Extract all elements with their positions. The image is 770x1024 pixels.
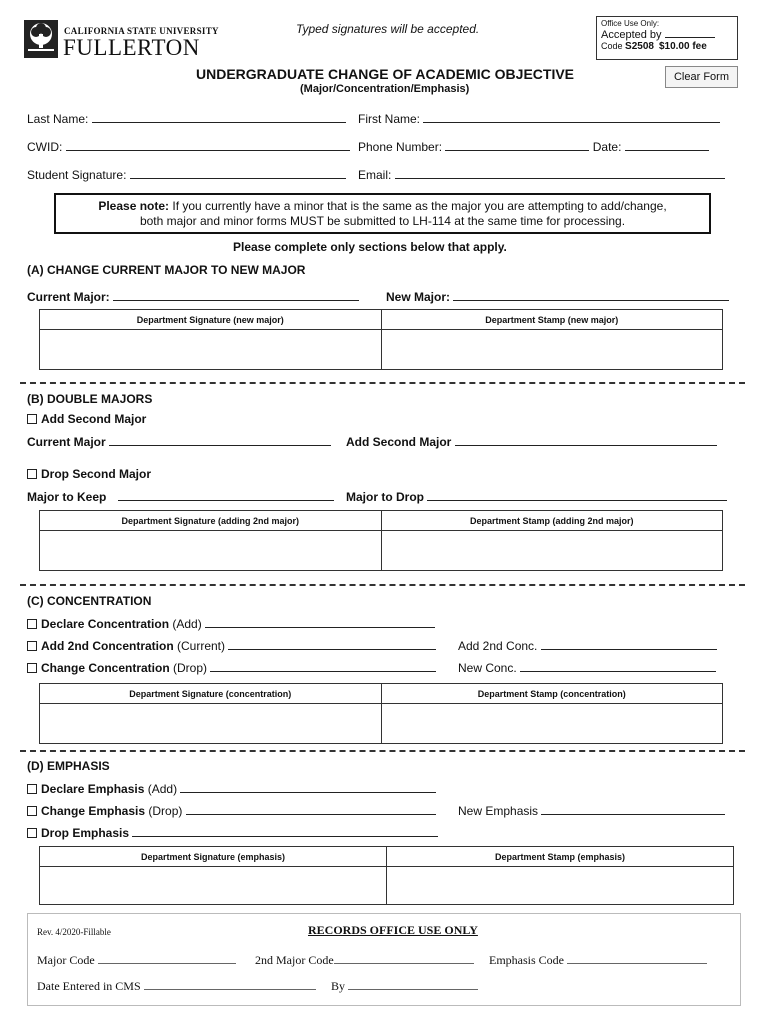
divider (20, 750, 745, 752)
add-2nd-concentration-checkbox[interactable] (27, 641, 37, 651)
section-d-stamp-field (387, 867, 733, 904)
university-small-text: CALIFORNIA STATE UNIVERSITY (64, 26, 219, 36)
records-office-title: RECORDS OFFICE USE ONLY (308, 923, 478, 937)
by-label: By (331, 979, 346, 993)
section-b-stamp-header: Department Stamp (adding 2nd major) (469, 516, 634, 526)
add-2nd-conc-label: Add 2nd Conc. (458, 639, 538, 653)
change-emphasis-checkbox[interactable] (27, 806, 37, 816)
first-name-label: First Name: (358, 112, 421, 126)
section-d-signature-header: Department Signature (emphasis) (40, 847, 387, 866)
revision-text: Rev. 4/2020-Fillable (37, 927, 111, 937)
email-label: Email: (358, 168, 392, 182)
change-emphasis-label: Change Emphasis (41, 804, 146, 818)
date-entered-field[interactable] (144, 978, 316, 990)
b-current-major-field[interactable] (109, 434, 331, 446)
section-c-stamp-header: Department Stamp (concentration) (477, 689, 626, 699)
phone-label: Phone Number: (358, 140, 443, 154)
divider (20, 382, 745, 384)
new-emphasis-label: New Emphasis (458, 804, 539, 818)
major-to-keep-field[interactable] (118, 489, 334, 501)
office-use-label: Office Use Only: (601, 19, 660, 28)
declare-concentration-label: Declare Concentration (41, 617, 170, 631)
last-name-label: Last Name: (27, 112, 89, 126)
section-c-signature-header: Department Signature (concentration) (40, 684, 382, 703)
drop-second-major-label: Drop Second Major (41, 467, 152, 481)
university-big-text: FULLERTON (63, 35, 200, 60)
change-concentration-label: Change Concentration (41, 661, 170, 675)
page-subtitle: (Major/Concentration/Emphasis) (300, 83, 470, 95)
add-2nd-concentration-sub: (Current) (173, 639, 226, 653)
change-concentration-checkbox[interactable] (27, 663, 37, 673)
email-field[interactable] (395, 167, 725, 179)
declare-emphasis-sub: (Add) (144, 782, 178, 796)
section-c-signature-field[interactable] (40, 704, 382, 743)
section-d-signature-box (39, 846, 734, 905)
new-conc-field[interactable] (520, 660, 716, 672)
note-text-2: both major and minor forms MUST be submitted to LH-114 at the same time for processing. (139, 214, 626, 228)
second-major-code-label: 2nd Major Code (255, 953, 334, 967)
change-concentration-sub: (Drop) (169, 661, 208, 675)
change-emphasis-sub: (Drop) (145, 804, 183, 818)
major-code-field[interactable] (98, 952, 236, 964)
code-value: S2508 (625, 41, 654, 52)
add-2nd-concentration-field[interactable] (228, 638, 436, 650)
note-box (54, 193, 711, 234)
note-text-1: If you currently have a minor that is the same as the major you are attempting to add/change, (169, 199, 667, 213)
phone-field[interactable] (445, 139, 589, 151)
add-second-major-field-label: Add Second Major (346, 435, 452, 449)
accepted-by-label: Accepted by (601, 29, 662, 41)
change-concentration-field[interactable] (210, 660, 436, 672)
section-a-signature-header: Department Signature (new major) (40, 310, 382, 329)
b-current-major-label: Current Major (27, 435, 106, 449)
second-major-code-field[interactable] (334, 952, 474, 964)
cwid-field[interactable] (66, 139, 350, 151)
records-office-box (27, 913, 741, 1006)
note-label: Please note: (98, 199, 170, 213)
current-major-field[interactable] (113, 289, 359, 301)
page-title: UNDERGRADUATE CHANGE OF ACADEMIC OBJECTIVE (196, 66, 575, 82)
cwid-label: CWID: (27, 140, 63, 154)
major-to-drop-field[interactable] (427, 489, 727, 501)
section-a-signature-field[interactable] (40, 330, 382, 369)
section-c-signature-box (39, 683, 723, 744)
section-a-stamp-field (382, 330, 723, 369)
first-name-field[interactable] (423, 111, 720, 123)
section-b-signature-box (39, 510, 723, 571)
current-major-label: Current Major: (27, 290, 110, 304)
drop-emphasis-field[interactable] (132, 825, 438, 837)
section-c-title: (C) CONCENTRATION (27, 594, 152, 608)
section-b-stamp-field (382, 531, 723, 570)
date-entered-label: Date Entered in CMS (37, 979, 141, 993)
declare-concentration-field[interactable] (205, 616, 435, 628)
section-d-title: (D) EMPHASIS (27, 759, 110, 773)
add-second-major-label: Add Second Major (41, 412, 147, 426)
drop-emphasis-checkbox[interactable] (27, 828, 37, 838)
typed-signature-note: Typed signatures will be accepted. (296, 22, 480, 36)
emphasis-code-field[interactable] (567, 952, 707, 964)
add-2nd-conc-field[interactable] (541, 638, 717, 650)
section-b-signature-field[interactable] (40, 531, 382, 570)
change-emphasis-field[interactable] (186, 803, 436, 815)
divider (20, 584, 745, 586)
instruction-text: Please complete only sections below that apply. (233, 240, 507, 254)
declare-concentration-sub: (Add) (169, 617, 202, 631)
last-name-field[interactable] (92, 111, 346, 123)
declare-emphasis-label: Declare Emphasis (41, 782, 145, 796)
university-logo (24, 18, 224, 60)
date-field[interactable] (625, 139, 709, 151)
office-use-box (596, 16, 738, 60)
drop-emphasis-label: Drop Emphasis (41, 826, 130, 840)
by-field[interactable] (348, 978, 478, 990)
fee-text: $10.00 fee (658, 41, 707, 52)
section-a-title: (A) CHANGE CURRENT MAJOR TO NEW MAJOR (27, 263, 306, 277)
code-label: Code (601, 41, 623, 51)
declare-emphasis-checkbox[interactable] (27, 784, 37, 794)
add-2nd-concentration-label: Add 2nd Concentration (41, 639, 174, 653)
student-signature-field[interactable] (130, 167, 346, 179)
section-d-signature-field[interactable] (40, 867, 387, 904)
major-code-label: Major Code (37, 953, 95, 967)
student-signature-label: Student Signature: (27, 168, 127, 182)
section-b-title: (B) DOUBLE MAJORS (27, 392, 153, 406)
clear-form-button[interactable]: Clear Form (665, 66, 738, 88)
declare-concentration-checkbox[interactable] (27, 619, 37, 629)
section-d-stamp-header: Department Stamp (emphasis) (494, 852, 626, 862)
declare-emphasis-field[interactable] (180, 781, 436, 793)
date-label: Date: (592, 140, 622, 154)
tree-seal-icon (24, 20, 58, 58)
drop-second-major-checkbox[interactable] (27, 469, 37, 479)
section-a-stamp-header: Department Stamp (new major) (485, 315, 619, 325)
section-a-signature-box (39, 309, 723, 370)
new-emphasis-field[interactable] (541, 803, 725, 815)
new-conc-label: New Conc. (458, 661, 517, 675)
add-second-major-checkbox[interactable] (27, 414, 37, 424)
emphasis-code-label: Emphasis Code (489, 953, 564, 967)
new-major-label: New Major: (386, 290, 451, 304)
major-to-keep-label: Major to Keep (27, 490, 107, 504)
add-second-major-field[interactable] (455, 434, 717, 446)
new-major-field[interactable] (453, 289, 729, 301)
major-to-drop-label: Major to Drop (346, 490, 424, 504)
section-b-signature-header: Department Signature (adding 2nd major) (40, 511, 382, 530)
section-c-stamp-field (382, 704, 723, 743)
